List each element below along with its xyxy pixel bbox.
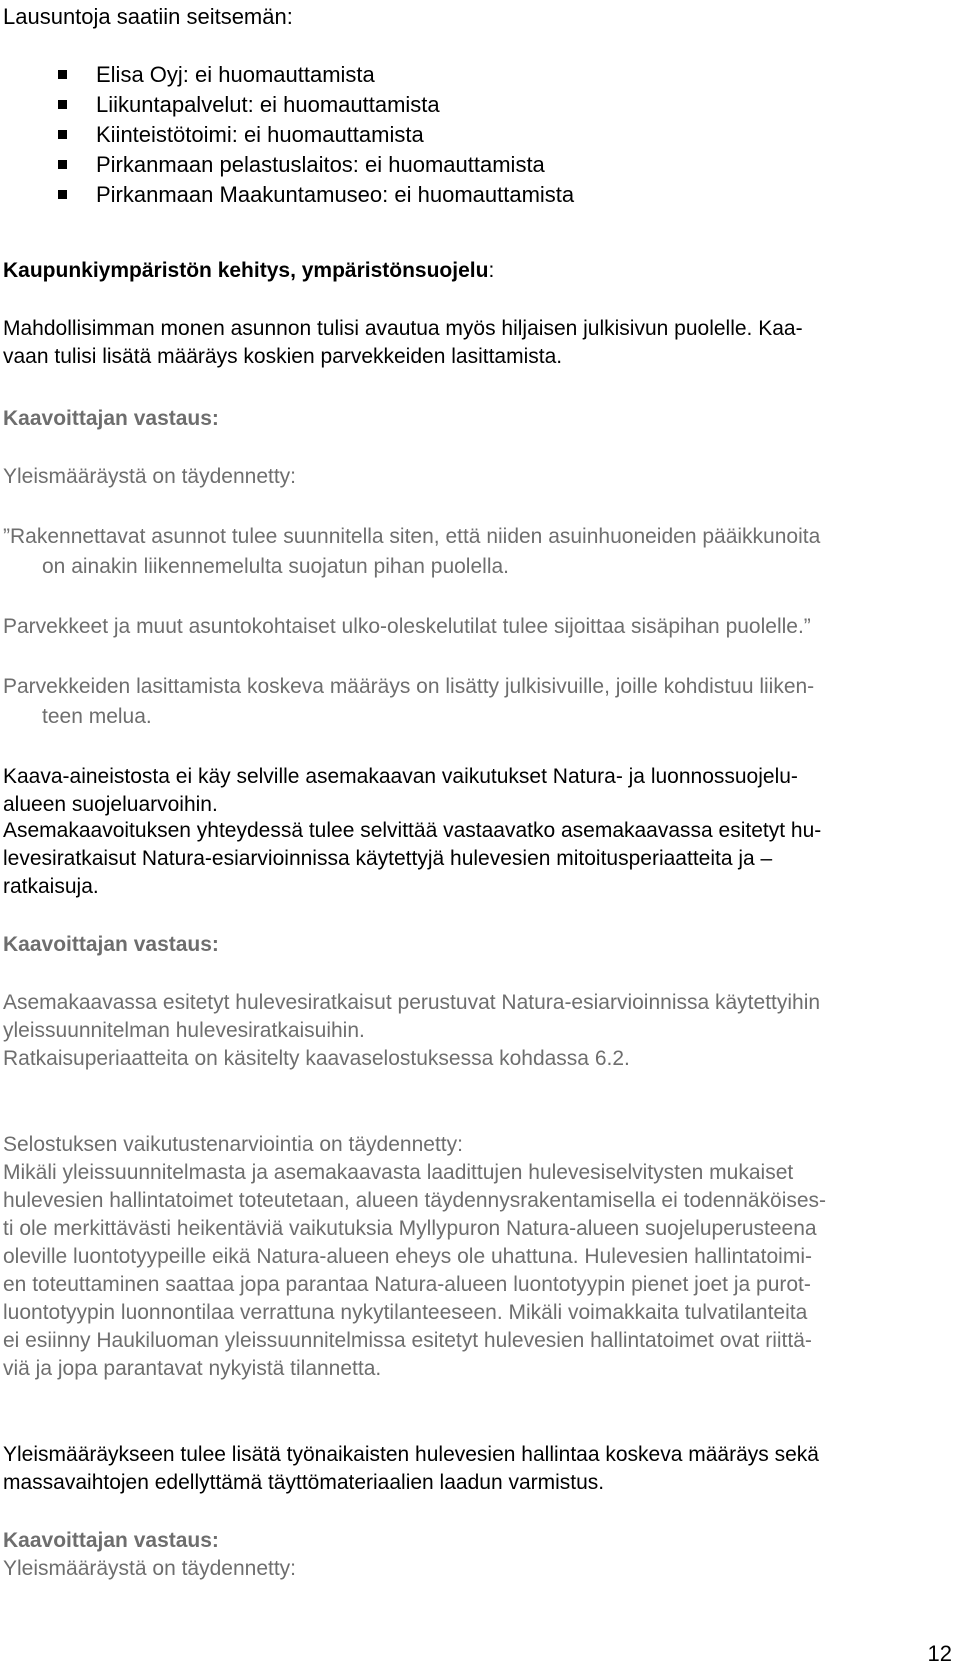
reply-heading: Kaavoittajan vastaus: [3,933,219,956]
reply-intro: Yleismääräystä on täydennetty: [3,1557,296,1580]
paragraph-line: massavaihtojen edellyttämä täyttömateriaalien laadun varmistus. [3,1471,605,1494]
paragraph-line: Yleismääräykseen tulee lisätä työnaikaisten hulevesien hallintaa koskeva määräys sekä [3,1443,819,1466]
paragraph-line: alueen suojeluarvoihin. [3,793,218,816]
supplement-line: oleville luontotyypeille eikä Natura-alueen eheys ole uhattuna. Hulevesien hallintatoimi- [3,1245,812,1268]
quote-line: teen melua. [42,705,152,728]
quote-line: Parvekkeiden lasittamista koskeva määräys on lisätty julkisivuille, joille kohdistuu liiken- [3,675,815,698]
supplement-line: hulevesien hallintatoimet toteutetaan, alueen täydennysrakentamisella ei todennäköises- [3,1189,827,1212]
reply-line: Asemakaavassa esitetyt hulevesiratkaisut perustuvat Natura-esiarvioinnissa käytettyihin [3,991,821,1014]
list-item: Pirkanmaan Maakuntamuseo: ei huomauttamista [58,180,574,210]
bullet-square-icon [58,70,67,79]
bullet-square-icon [58,160,67,169]
reply-line: yleissuunnitelman hulevesiratkaisuihin. [3,1019,365,1042]
paragraph-line: vaan tulisi lisätä määräys koskien parvekkeiden lasittamista. [3,345,563,368]
bullet-square-icon [58,190,67,199]
bullet-square-icon [58,100,67,109]
paragraph-line: Mahdollisimman monen asunnon tulisi avautua myös hiljaisen julkisivun puolelle. Kaa- [3,317,803,340]
statement-list [58,60,574,210]
paragraph-line: ratkaisuja. [3,875,99,898]
reply-heading: Kaavoittajan vastaus: [3,407,219,430]
reply-line: Ratkaisuperiaatteita on käsitelty kaavaselostuksessa kohdassa 6.2. [3,1047,630,1070]
list-item: Pirkanmaan pelastuslaitos: ei huomauttamista [58,150,574,180]
bullet-square-icon [58,130,67,139]
list-item: Kiinteistötoimi: ei huomauttamista [58,120,574,150]
page-number: 12 [927,1641,952,1666]
section-heading: Kaupunkiympäristön kehitys, ympäristönsuojelu: [3,259,495,282]
paragraph-line: Asemakaavoituksen yhteydessä tulee selvittää vastaavatko asemakaavassa esitetyt hu- [3,819,822,842]
reply-intro: Yleismääräystä on täydennetty: [3,465,296,488]
list-item: Liikuntapalvelut: ei huomauttamista [58,90,574,120]
supplement-heading: Selostuksen vaikutustenarviointia on täydennetty: [3,1133,463,1156]
paragraph-line: levesiratkaisut Natura-esiarvioinnissa käytettyjä hulevesien mitoitusperiaatteita ja – [3,847,773,870]
quote-line: on ainakin liikennemelulta suojatun pihan puolella. [42,555,509,578]
supplement-line: viä ja jopa parantavat nykyistä tilannetta. [3,1357,382,1380]
supplement-line: luontotyypin luonnontilaa verrattuna nykytilanteeseen. Mikäli voimakkaita tulvatilanteita [3,1301,808,1324]
supplement-line: Mikäli yleissuunnitelmasta ja asemakaavasta laadittujen hulevesiselvitysten mukaiset [3,1161,794,1184]
paragraph-line: Kaava-aineistosta ei käy selville asemakaavan vaikutukset Natura- ja luonnossuojelu- [3,765,798,788]
reply-heading: Kaavoittajan vastaus: [3,1529,219,1552]
quote-line: Parvekkeet ja muut asuntokohtaiset ulko-oleskelutilat tulee sijoittaa sisäpihan puolelle.” [3,615,811,638]
supplement-line: ei esiinny Haukiluoman yleissuunnitelmissa esitetyt hulevesien hallintatoimet ovat riittä- [3,1329,812,1352]
supplement-line: en toteuttaminen saattaa jopa parantaa Natura-alueen luontotyypin pienet joet ja purot- [3,1273,811,1296]
list-item: Elisa Oyj: ei huomauttamista [58,60,574,90]
supplement-line: ti ole merkittävästi heikentäviä vaikutuksia Myllypuron Natura-alueen suojeluperusteena [3,1217,817,1240]
quote-line: ”Rakennettavat asunnot tulee suunnitella siten, että niiden asuinhuoneiden pääikkunoita [3,525,821,548]
intro-text: Lausuntoja saatiin seitsemän: [3,4,293,29]
